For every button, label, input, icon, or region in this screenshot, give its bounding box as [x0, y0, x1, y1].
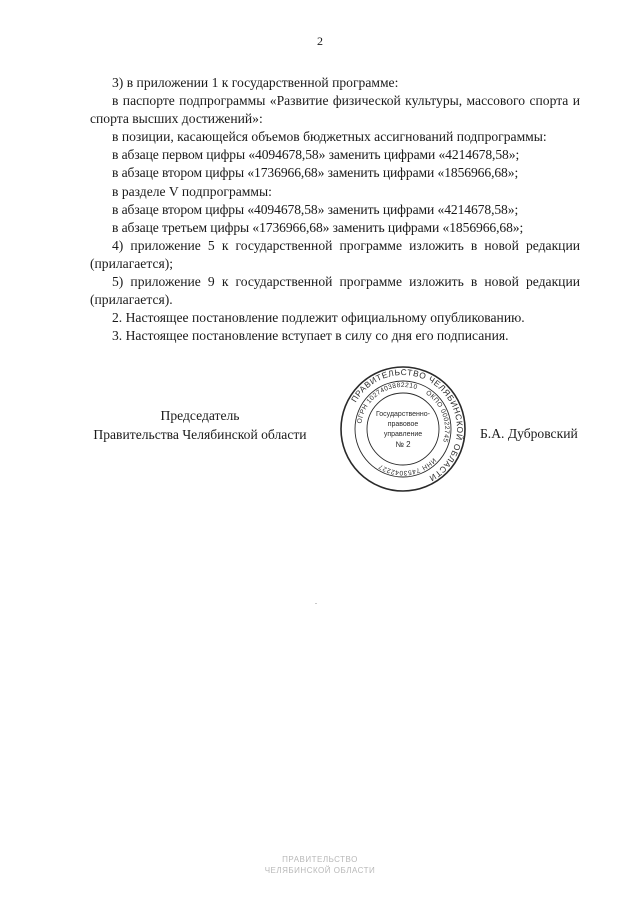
stamp-right-text: ОКПО 00022745 — [424, 389, 451, 444]
footer-watermark-line: ПРАВИТЕЛЬСТВО — [282, 855, 358, 864]
paragraph: 3. Настоящее постановление вступает в силу со дня его подписания. — [112, 328, 509, 344]
stamp-seal-icon — [338, 364, 468, 494]
paragraph: 2. Настоящее постановление подлежит официальному опубликованию. — [112, 310, 525, 326]
signatory-title-line: Председатель — [160, 408, 240, 423]
signatory-name: Б.А. Дубровский — [480, 426, 578, 441]
scan-speck — [315, 603, 317, 604]
paragraph: в паспорте подпрограммы «Развитие физической культуры, массового спорта и спорта высших достижений»: — [90, 93, 580, 127]
paragraph: в абзаце третьем цифры «1736966,68» заменить цифрами «1856966,68»; — [112, 219, 524, 235]
paragraph: 4) приложение 5 к государственной программе изложить в новой редакции (прилагается); — [90, 237, 580, 271]
paragraph: 3) в приложении 1 к государственной программе: — [112, 75, 399, 90]
stamp-left-text: ОГРН 1027403882210 — [356, 381, 419, 425]
signatory-title — [90, 406, 310, 444]
stamp-center-line: правовое — [387, 421, 419, 428]
paragraph: в позиции, касающейся объемов бюджетных ассигнований подпрограммы: — [112, 129, 547, 145]
paragraph: в абзаце втором цифры «1736966,68» заменить цифрами «1856966,68»; — [112, 165, 519, 181]
paragraph: в абзаце первом цифры «4094678,58» заменить цифрами «4214678,58»; — [112, 147, 520, 163]
paragraph: в абзаце втором цифры «4094678,58» заменить цифрами «4214678,58»; — [112, 201, 519, 217]
stamp-outer-text: ПРАВИТЕЛЬСТВО ЧЕЛЯБИНСКОЙ ОБЛАСТИ — [348, 366, 466, 484]
footer-watermark-line: ЧЕЛЯБИНСКОЙ ОБЛАСТИ — [264, 866, 376, 875]
official-stamp — [338, 364, 468, 494]
stamp-bottom-text: ИНН 7453042227 — [377, 456, 438, 477]
paragraph: в разделе V подпрограммы: — [112, 183, 272, 199]
stamp-middle-ring — [355, 381, 451, 477]
stamp-center-line: Государственно- — [375, 411, 431, 418]
signatory-title-line: Правительства Челябинской области — [93, 427, 307, 442]
stamp-center-line: № 2 — [395, 440, 411, 449]
stamp-center-line: управление — [383, 431, 423, 438]
page-number: 2 — [317, 34, 323, 48]
svg-text:ИНН 7453042227 — [378, 456, 438, 476]
stamp-inner-ring — [367, 393, 439, 465]
paragraph: 5) приложение 9 к государственной программе изложить в новой редакции (прилагается). — [90, 274, 580, 308]
document-body — [90, 74, 580, 345]
